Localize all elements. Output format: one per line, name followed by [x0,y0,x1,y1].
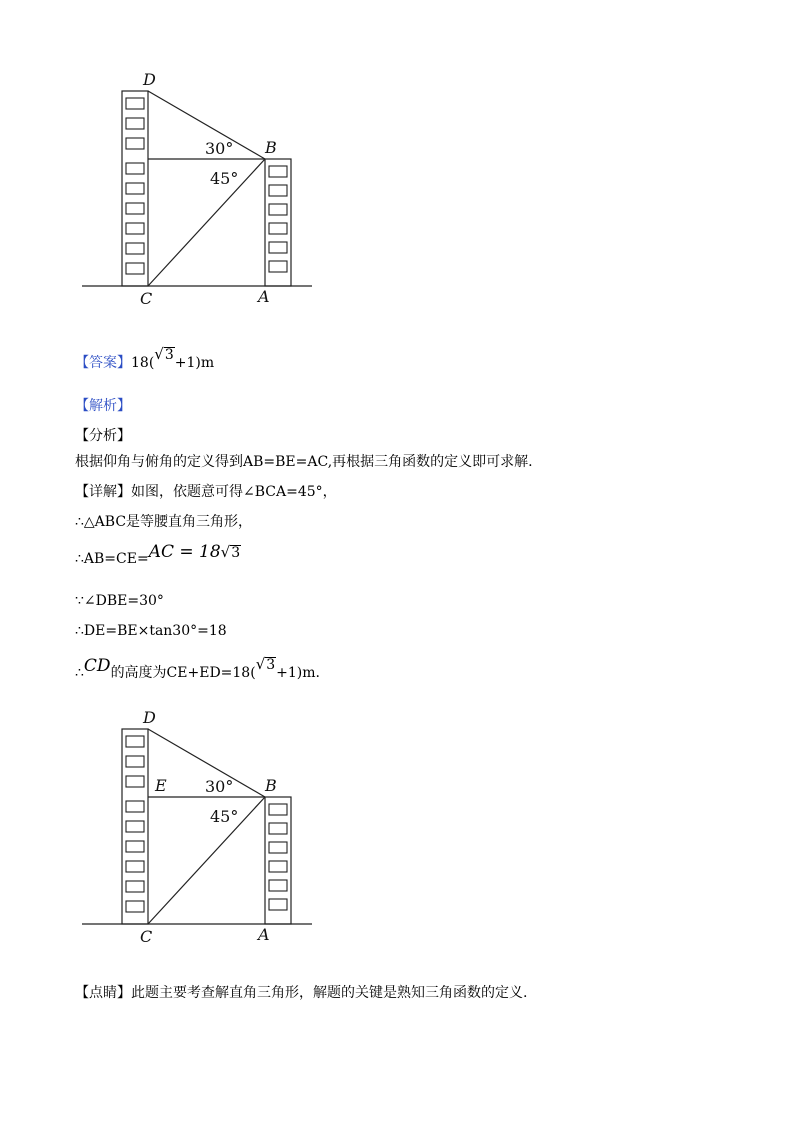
figure-2 [0,708,800,948]
angle-30-label: 30° [205,139,234,158]
line-cb [148,797,265,924]
radicand: 3 [164,347,174,363]
detail-tag: 【详解】 [75,484,131,500]
detail-line-6-mid: 的高度为CE+ED=18( [110,665,256,681]
radicand: 3 [266,657,276,673]
detail-line-6 [75,655,320,683]
dianjing-text: 此题主要考查解直角三角形，解题的关键是熟知三角函数的定义. [131,985,528,1001]
ladder-diagram-1 [0,70,800,310]
detail-line-5: ∴DE=BE×tan30°=18 [75,623,227,639]
detail-line-6-math: CD [83,656,111,676]
dianjing-line [75,983,527,1003]
angle-45-label: 45° [210,169,239,188]
label-b: B [265,776,277,795]
angle-45-label: 45° [210,807,239,826]
detail-text-1: 如图，依题意可得∠BCA=45°， [131,484,337,500]
detail-line-4: ∵∠DBE=30° [75,593,164,609]
answer-line [75,345,215,373]
detail-line-1 [75,482,337,502]
radical-sign: √ [154,345,164,363]
sqrt-3 [221,542,241,563]
answer-post: +1)m [174,355,215,371]
label-a: A [258,287,270,306]
label-b: B [265,138,277,157]
label-c: C [140,289,153,308]
radicand: 3 [231,545,241,561]
angle-30-label: 30° [205,777,234,796]
answer-pre: 18( [131,355,155,371]
detail-line-6-pre: ∴ [75,665,84,681]
fenxi-text: 根据仰角与俯角的定义得到AB=BE=AC,再根据三角函数的定义即可求解. [75,454,533,470]
sqrt-3 [154,344,174,365]
radical-sign: √ [255,655,266,673]
ladder-diagram-2 [0,708,800,948]
label-d: D [143,70,156,89]
sqrt-3 [256,654,276,675]
detail-line-3-math: AC = 18 [148,542,221,562]
detail-line-3 [75,542,241,569]
label-a: A [258,925,270,944]
label-d: D [143,708,156,727]
fenxi-tag: 【分析】 [75,428,131,444]
figure-1 [0,70,800,310]
analysis-tag: 【解析】 [75,398,131,414]
radical-sign: √ [220,543,231,561]
line-cb [148,159,265,286]
dianjing-tag: 【点睛】 [75,985,131,1001]
label-c: C [140,927,153,946]
answer-tag: 【答案】 [75,355,131,371]
label-e: E [155,776,167,795]
detail-line-3-pre: ∴AB=CE= [75,551,149,567]
detail-line-2: ∴△ABC是等腰直角三角形， [75,514,253,530]
detail-line-6-post: +1)m. [276,665,320,681]
